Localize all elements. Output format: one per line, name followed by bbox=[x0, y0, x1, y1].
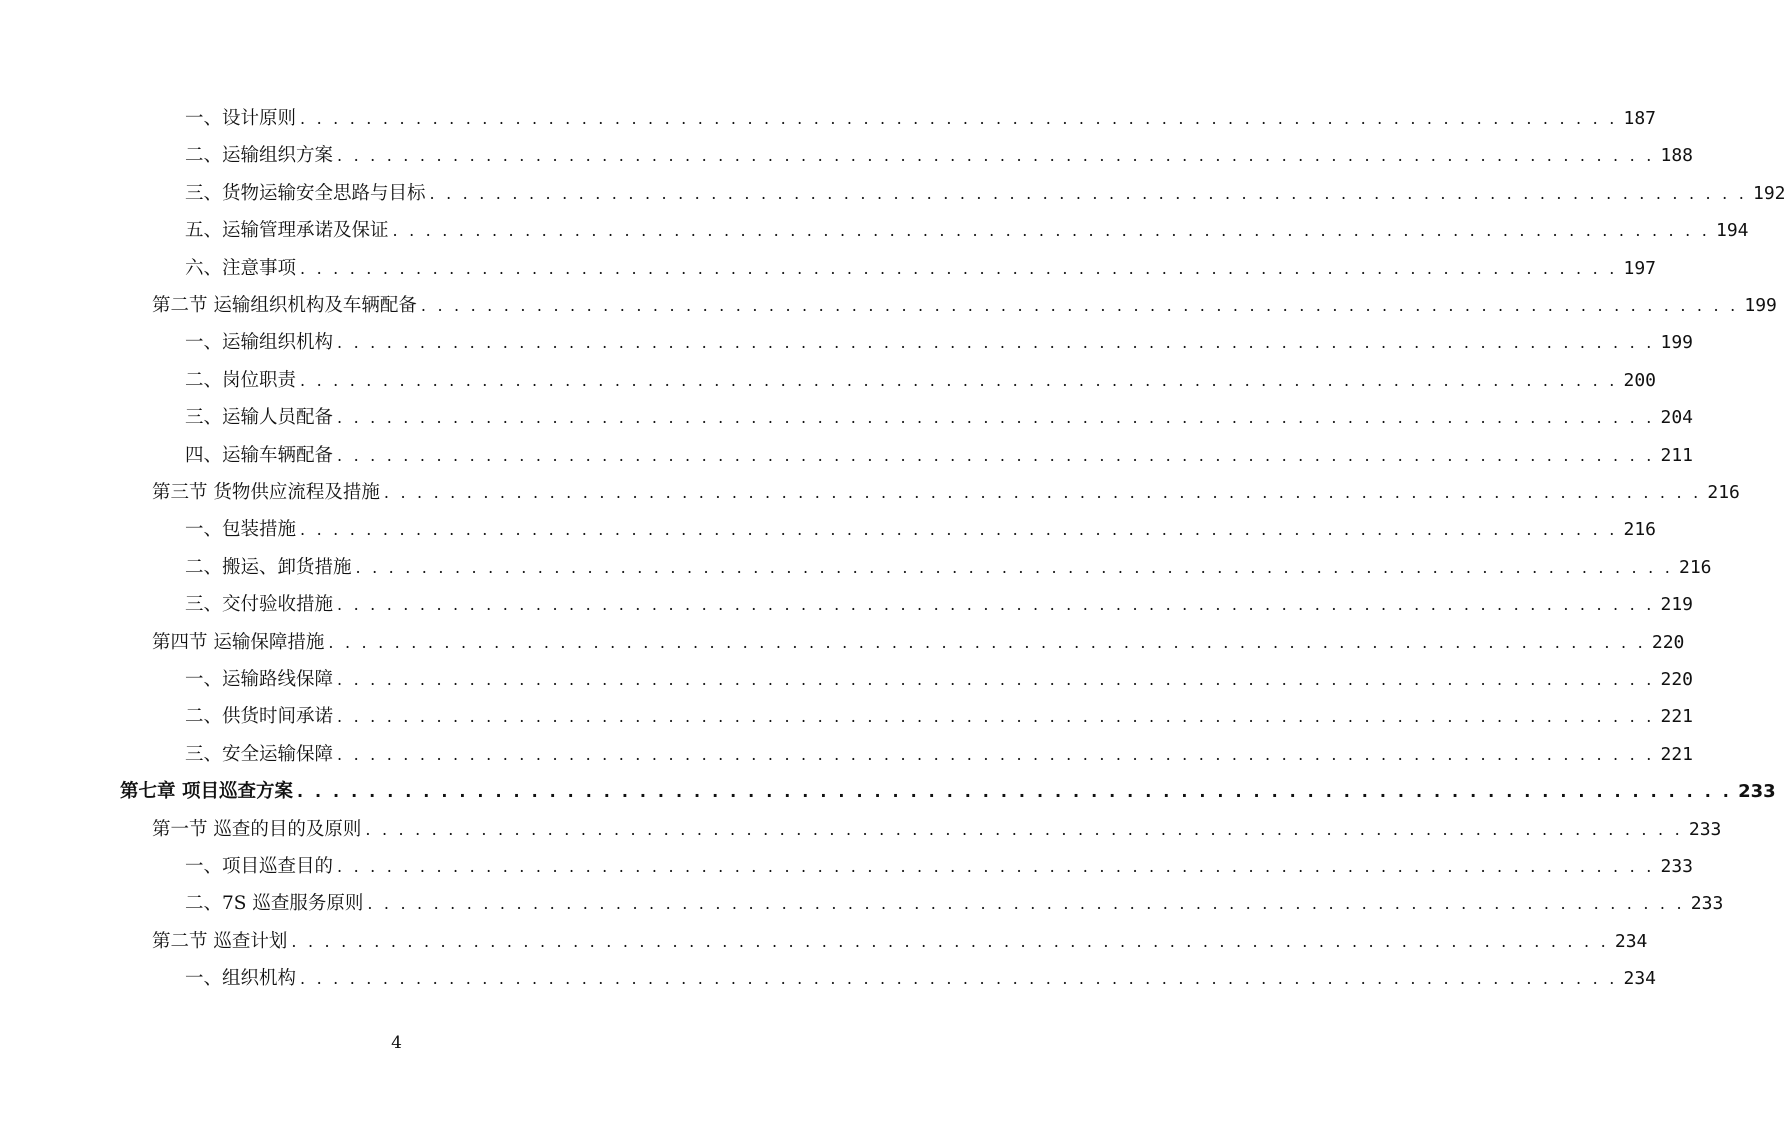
toc-entry-page: 200 bbox=[1623, 369, 1656, 391]
toc-entry-page: 216 bbox=[1707, 482, 1740, 503]
toc-entry-page: 187 bbox=[1623, 108, 1656, 129]
toc-leader-dots: . . . . . . . . . . . . . . . . . . . . . . . . . . . . . . . . . . . . . . . . . . . . . . . . . . . . . . . . . . . . . . . . . . . . . . . . . . . . . . . . bbox=[367, 894, 1685, 914]
toc-entry-title: 一、组织机构 bbox=[185, 968, 297, 990]
toc-leader-dots: . . . . . . . . . . . . . . . . . . . . . . . . . . . . . . . . . . . . . . . . . . . . . . . . . . . . . . . . . . . . . . . . . . . . . . . . . . . . . . . . bbox=[300, 109, 1618, 128]
toc-entry-title: 二、岗位职责 bbox=[185, 369, 297, 391]
toc-entry-page: 194 bbox=[1715, 220, 1749, 242]
toc-entry[interactable] bbox=[185, 960, 1656, 997]
toc-leader-dots: . . . . . . . . . . . . . . . . . . . . . . . . . . . . . . . . . . . . . . . . . . . . . . . . . . . . . . . . . . . . . . . . . . . . . . . . . . . . . . . . bbox=[300, 370, 1618, 390]
toc-entry[interactable] bbox=[185, 137, 1693, 174]
toc-entry-page: 216 bbox=[1623, 519, 1656, 541]
toc-entry-page: 233 bbox=[1690, 893, 1724, 915]
toc-entry-page: 221 bbox=[1660, 743, 1693, 765]
toc-leader-dots: . . . . . . . . . . . . . . . . . . . . . . . . . . . . . . . . . . . . . . . . . . . . . . . . . . . . . . . . . . . . . . . . . . . . . . . . . . . . . . . . bbox=[429, 183, 1747, 203]
toc-entry[interactable] bbox=[185, 511, 1656, 548]
toc-entry-title: 二、7S 巡查服务原则 bbox=[185, 893, 364, 915]
toc-leader-dots: . . . . . . . . . . . . . . . . . . . . . . . . . . . . . . . . . . . . . . . . . . . . . . . . . . . . . . . . . . . . . . . . . . . . . . . . . . . . . . . . bbox=[337, 670, 1655, 689]
toc-entry-title: 第二节 运输组织机构及车辆配备 bbox=[152, 295, 417, 316]
toc-entry-title: 五、运输管理承诺及保证 bbox=[185, 220, 389, 242]
toc-entry[interactable] bbox=[185, 399, 1693, 436]
toc-leader-dots: . . . . . . . . . . . . . . . . . . . . . . . . . . . . . . . . . . . . . . . . . . . . . . . . . . . . . . . . . . . . . . . . . . . . . . . . . . . . . . . . bbox=[355, 557, 1673, 577]
toc-entry-title: 三、运输人员配备 bbox=[185, 407, 334, 429]
toc-entry-page: 221 bbox=[1660, 706, 1693, 728]
toc-entry[interactable] bbox=[185, 362, 1656, 399]
toc-entry-title: 四、运输车辆配备 bbox=[185, 444, 334, 466]
toc-entry[interactable] bbox=[185, 661, 1693, 698]
toc-leader-dots: . . . . . . . . . . . . . . . . . . . . . . . . . . . . . . . . . . . . . . . . . . . . . . . . . . . . . . . . . . . . . . . . . . . . . . . . . . . . . . . . bbox=[337, 595, 1655, 615]
toc-leader-dots: . . . . . . . . . . . . . . . . . . . . . . . . . . . . . . . . . . . . . . . . . . . . . . . . . . . . . . . . . . . . . . . . . . . . . . . . . . . . . . . . bbox=[300, 258, 1618, 278]
toc-entry[interactable] bbox=[152, 624, 1685, 661]
toc-entry-title: 二、供货时间承诺 bbox=[185, 706, 334, 728]
toc-entry-page: 220 bbox=[1651, 631, 1685, 653]
toc-entry[interactable] bbox=[152, 287, 1777, 324]
toc-leader-dots: . . . . . . . . . . . . . . . . . . . . . . . . . . . . . . . . . . . . . . . . . . . . . . . . . . . . . . . . . . . . . . . . . . . . . . . . . . . . . . . . bbox=[337, 445, 1655, 465]
toc-entry-title: 一、项目巡查目的 bbox=[185, 856, 334, 877]
toc-entry[interactable] bbox=[185, 212, 1749, 249]
toc-entry-title: 一、运输路线保障 bbox=[185, 669, 334, 690]
toc-entry[interactable] bbox=[185, 885, 1724, 922]
toc-entry[interactable] bbox=[185, 250, 1656, 287]
toc-leader-dots: . . . . . . . . . . . . . . . . . . . . . . . . . . . . . . . . . . . . . . . . . . . . . . . . . . . . . . . . . . . . . . . . . . . . . . . . . . . . . . . . bbox=[365, 819, 1683, 839]
toc-leader-dots: . . . . . . . . . . . . . . . . . . . . . . . . . . . . . . . . . . . . . . . . . . . . . . . . . . . . . . . . . . . . . . . . . . . . . . . . . . . . . . . . bbox=[337, 408, 1655, 428]
toc-entry-title: 一、运输组织机构 bbox=[185, 332, 334, 354]
toc-entry-title: 三、交付验收措施 bbox=[185, 594, 334, 616]
toc-entry-title: 第四节 运输保障措施 bbox=[152, 631, 325, 653]
toc-entry-page: 233 bbox=[1688, 818, 1722, 840]
toc-leader-dots: . . . . . . . . . . . . . . . . . . . . . . . . . . . . . . . . . . . . . . . . . . . . . . . . . . . . . . . . . . . . . . . . . . . . . . . . . . . . . . . . bbox=[392, 221, 1710, 241]
toc-entry-title: 一、设计原则 bbox=[185, 108, 297, 129]
toc-entry-page: 204 bbox=[1660, 407, 1693, 429]
toc-entry[interactable] bbox=[185, 736, 1693, 773]
toc-entry[interactable] bbox=[185, 698, 1693, 735]
toc-entry-title: 三、货物运输安全思路与目标 bbox=[185, 182, 426, 204]
toc-entry-title: 第一节 巡查的目的及原则 bbox=[152, 818, 362, 840]
toc-entry-title: 一、包装措施 bbox=[185, 519, 297, 541]
toc-entry[interactable] bbox=[185, 848, 1693, 885]
toc-entry[interactable] bbox=[185, 100, 1656, 137]
toc-entry[interactable] bbox=[185, 324, 1693, 361]
toc-entry-page: 199 bbox=[1660, 332, 1693, 354]
toc-entry[interactable] bbox=[152, 923, 1648, 960]
toc-entry-page: 219 bbox=[1660, 594, 1693, 616]
toc-entry[interactable] bbox=[152, 474, 1740, 511]
page-number: 4 bbox=[391, 1033, 402, 1053]
toc-leader-dots: . . . . . . . . . . . . . . . . . . . . . . . . . . . . . . . . . . . . . . . . . . . . . . . . . . . . . . . . . . . . . . . . . . . . . . . . . . . . . . . . bbox=[337, 707, 1655, 727]
toc-leader-dots: . . . . . . . . . . . . . . . . . . . . . . . . . . . . . . . . . . . . . . . . . . . . . . . . . . . . . . . . . . . . . . . . . . . . . . . . . . . . . . . . bbox=[337, 146, 1655, 166]
toc-entry-title: 二、搬运、卸货措施 bbox=[185, 556, 352, 578]
toc-entry-title: 六、注意事项 bbox=[185, 257, 297, 279]
toc-entry-page: 234 bbox=[1614, 930, 1648, 952]
toc-entry-page: 188 bbox=[1660, 145, 1693, 167]
toc-leader-dots: . . . . . . . . . . . . . . . . . . . . . . . . . . . . . . . . . . . . . . . . . . . . . . . . . . . . . . . . . . . . . . . . . . . . . . . . . . . . . . . . bbox=[300, 520, 1618, 540]
toc-leader-dots: . . . . . . . . . . . . . . . . . . . . . . . . . . . . . . . . . . . . . . . . . . . . . . . . . . . . . . . . . . . . . . . . . . . . . . . . . . . . . . . . bbox=[328, 632, 1646, 652]
toc-entry-title: 第七章 项目巡查方案 bbox=[120, 781, 293, 803]
toc-leader-dots: . . . . . . . . . . . . . . . . . . . . . . . . . . . . . . . . . . . . . . . . . . . . . . . . . . . . . . . . . . . . . . . . . . . . . . . . . . . . . . . . bbox=[337, 857, 1655, 876]
toc-leader-dots: . . . . . . . . . . . . . . . . . . . . . . . . . . . . . . . . . . . . . . . . . . . . . . . . . . . . . . . . . . . . . . . . . . . . . . . . . . . . . . . . bbox=[337, 744, 1655, 764]
toc-entry-title: 第二节 巡查计划 bbox=[152, 930, 288, 952]
toc-entry-page: 220 bbox=[1660, 669, 1693, 690]
toc-entry-page: 233 bbox=[1738, 781, 1776, 803]
toc-entry-page: 192 bbox=[1752, 182, 1786, 204]
toc-entry-page: 199 bbox=[1744, 295, 1777, 316]
toc-entry-title: 二、运输组织方案 bbox=[185, 145, 334, 167]
toc-entry[interactable] bbox=[120, 773, 1776, 810]
toc-entry-page: 211 bbox=[1660, 444, 1693, 466]
toc-entry-page: 216 bbox=[1678, 556, 1712, 578]
toc-leader-dots: . . . . . . . . . . . . . . . . . . . . . . . . . . . . . . . . . . . . . . . . . . . . . . . . . . . . . . . . . . . . . . . . . . . . . . . . . . . . . . . . bbox=[383, 483, 1702, 502]
toc-entry-page: 234 bbox=[1623, 968, 1656, 990]
toc-entry-title: 三、安全运输保障 bbox=[185, 743, 334, 765]
toc-entry-title: 第三节 货物供应流程及措施 bbox=[152, 482, 380, 503]
toc-entry[interactable] bbox=[152, 811, 1722, 848]
toc-entry[interactable] bbox=[185, 437, 1693, 474]
toc-entry-page: 197 bbox=[1623, 257, 1656, 279]
toc-entry[interactable] bbox=[185, 549, 1712, 586]
toc-entry[interactable] bbox=[185, 586, 1693, 623]
toc-leader-dots: . . . . . . . . . . . . . . . . . . . . . . . . . . . . . . . . . . . . . . . . . . . . . . . . . . . . . . . . . . . . . . . . . . . . . . . . . . . . . . . . bbox=[291, 931, 1609, 951]
toc-leader-dots: . . . . . . . . . . . . . . . . . . . . . . . . . . . . . . . . . . . . . . . . . . . . . . . . . . . . . . . . . . . . . . . . . . . . . . . . . . . . . . . . bbox=[420, 296, 1739, 315]
toc-leader-dots: . . . . . . . . . . . . . . . . . . . . . . . . . . . . . . . . . . . . . . . . . . . . . . . . . . . . . . . . . . . . . . . . . . . . . . . . . . . . . . . . bbox=[300, 969, 1618, 989]
toc-leader-dots: . . . . . . . . . . . . . . . . . . . . . . . . . . . . . . . . . . . . . . . . . . . . . . . . . . . . . . . . . . . . . . . . . . . . . . . . . . . . . . . . bbox=[296, 782, 1733, 802]
toc-entry[interactable] bbox=[185, 175, 1786, 212]
toc-entry-page: 233 bbox=[1660, 856, 1693, 877]
toc-leader-dots: . . . . . . . . . . . . . . . . . . . . . . . . . . . . . . . . . . . . . . . . . . . . . . . . . . . . . . . . . . . . . . . . . . . . . . . . . . . . . . . . bbox=[337, 333, 1655, 353]
